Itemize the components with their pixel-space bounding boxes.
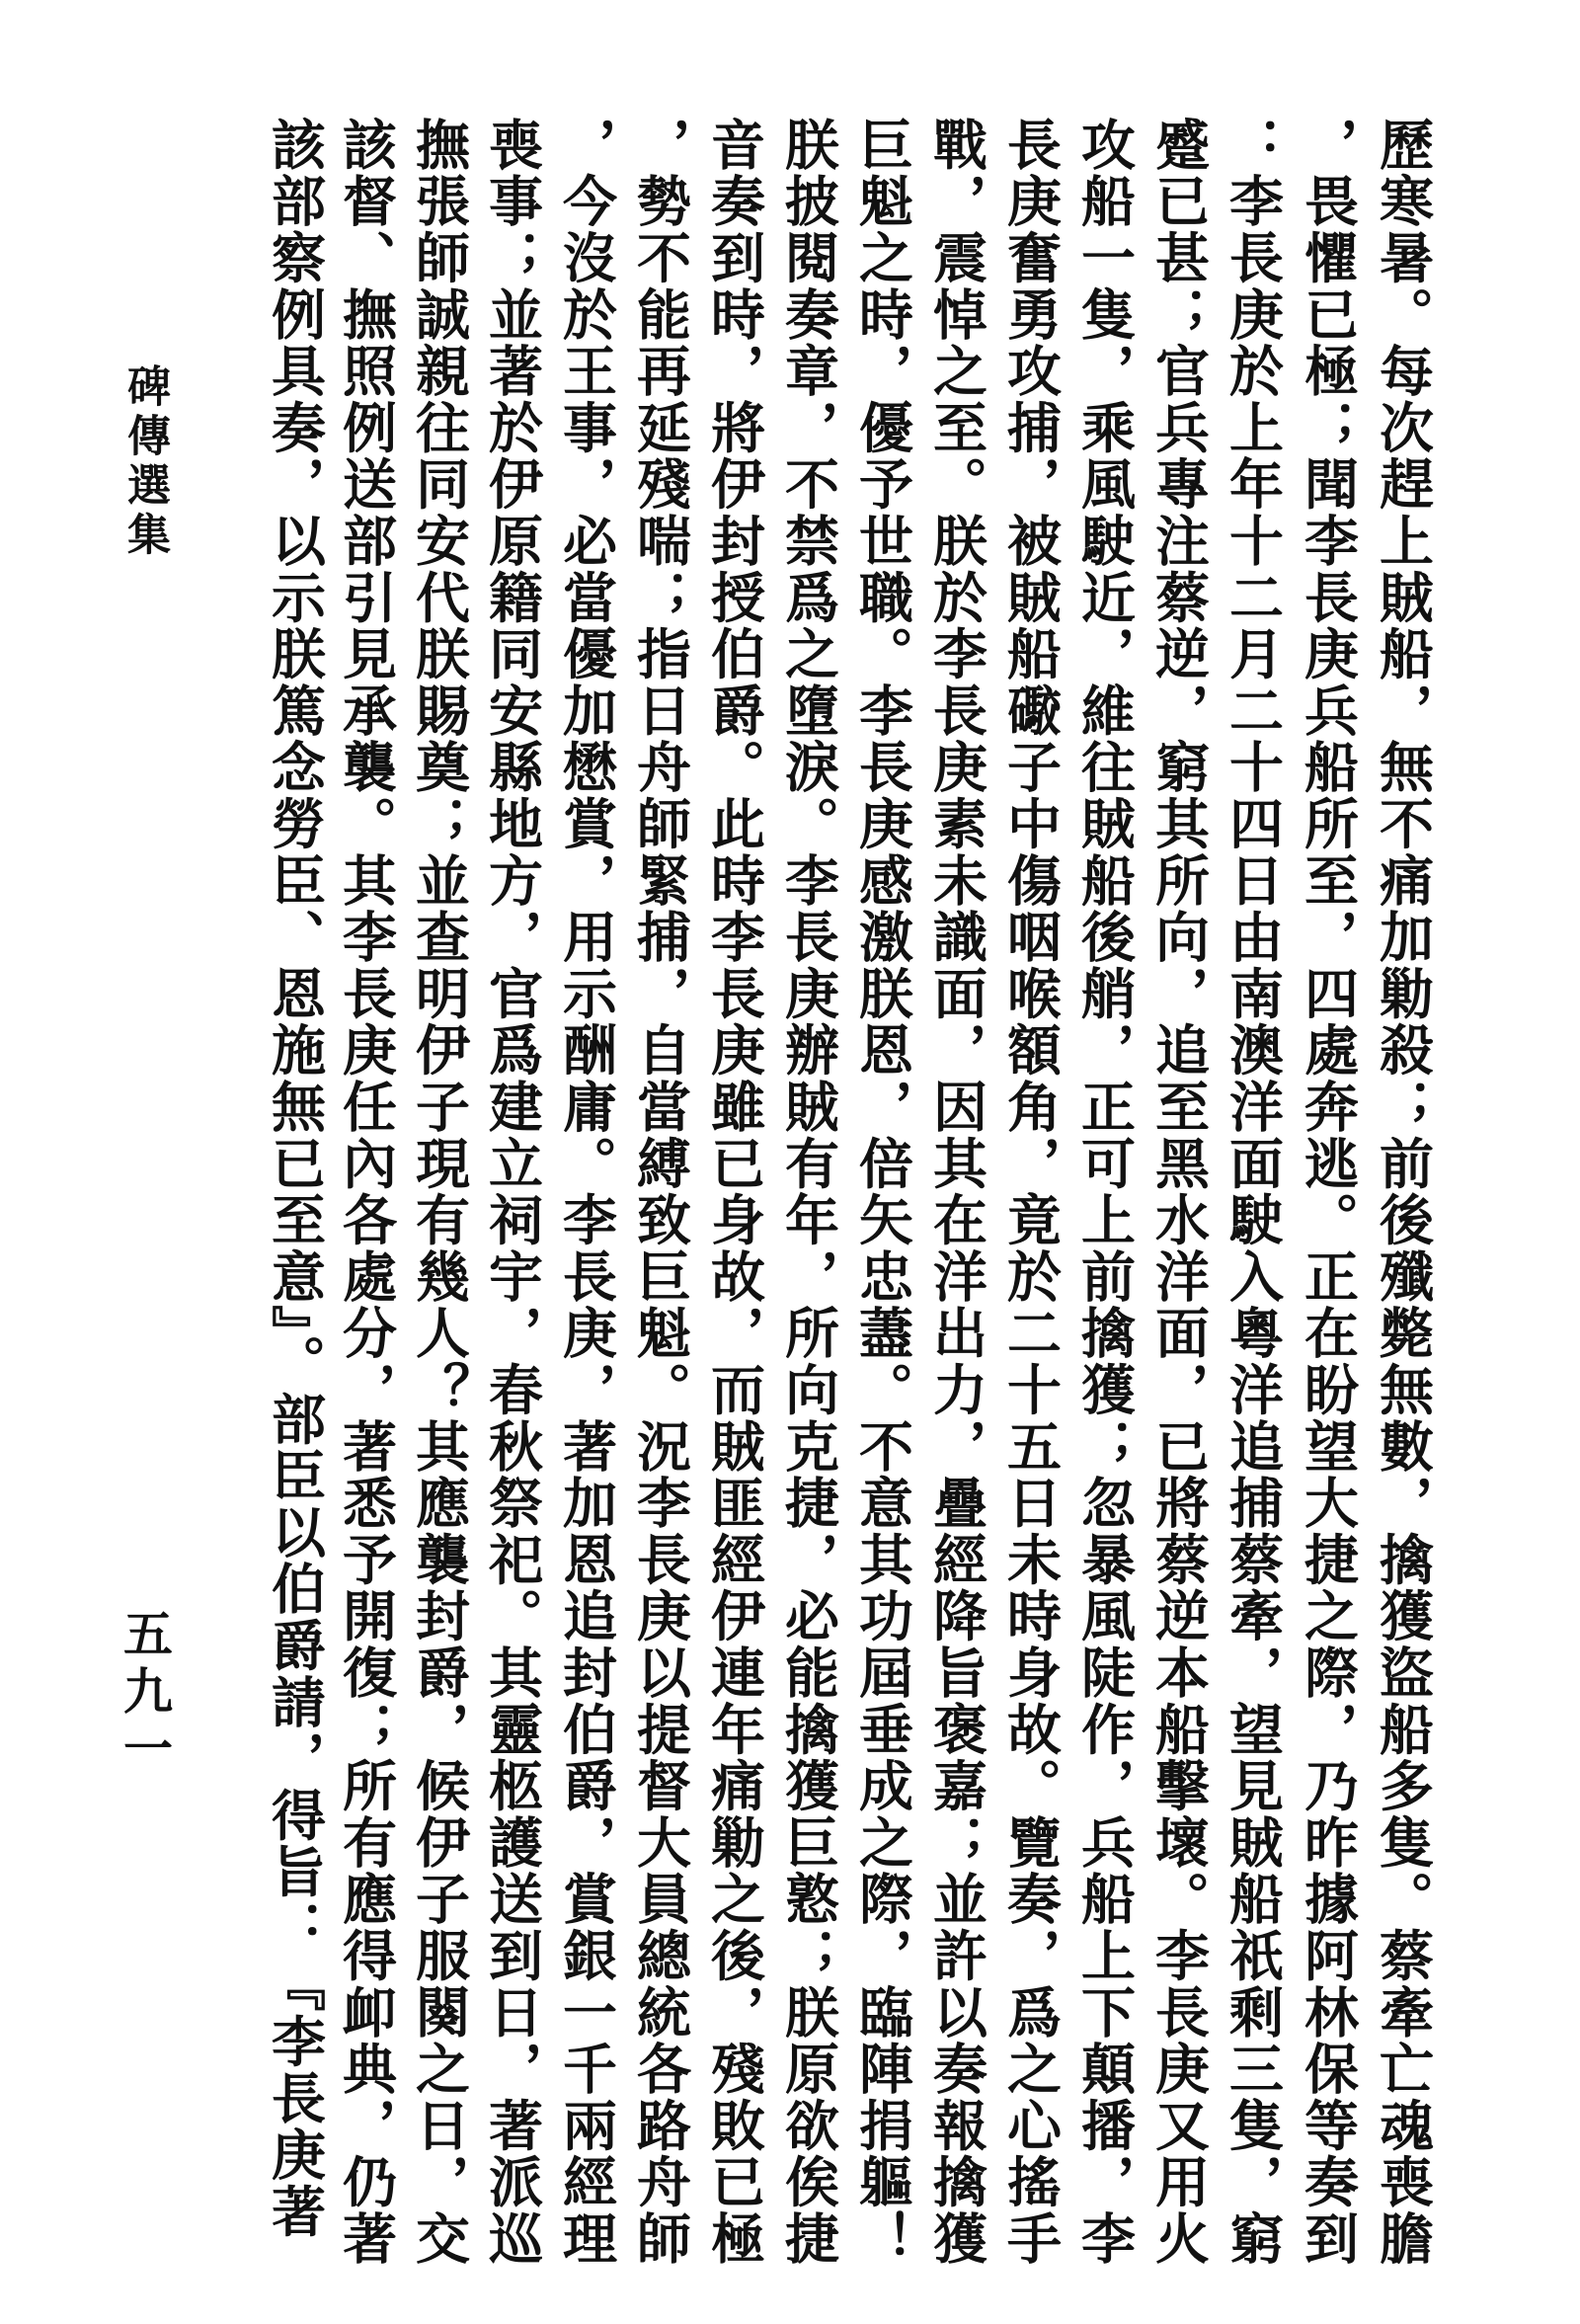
text-column-8: 巨魁之時，優予世職。李長庚感激朕恩，倍矢忠藎。不意其功屆垂成之際，臨陣捐軀！ [850, 117, 914, 2268]
text-column-2: ，畏懼已極；聞李長庚兵船所至，四處奔逃。正在盼望大捷之際，乃昨據阿林保等奏到 [1296, 117, 1360, 2268]
text-column-16: 該部察例具奏，以示朕篤念勞臣、恩施無已至意』。部臣以伯爵請，得旨：『李長庚著 [263, 117, 327, 2240]
text-column-7: 戰，震悼之至。朕於李長庚素未識面，因其在洋出力，疊經降旨褒嘉；並許以奏報擒獲 [924, 117, 988, 2268]
text-column-4: 蹙已甚；官兵專注蔡逆，窮其所向，追至黑水洋面，已將蔡逆本船擊壞。李長庚又用火 [1146, 117, 1211, 2268]
text-column-5: 攻船一隻，乘風駛近，維往賊船後艄，正可上前擒獲；忽暴風陡作，兵船上下顛播，李 [1072, 117, 1137, 2268]
text-column-15: 該督、撫照例送部引見承襲。其李長庚任內各處分，著悉予開復；所有應得卹典，仍著 [334, 117, 398, 2268]
text-column-14: 撫張師誠親往同安代朕賜奠；並查明伊子現有幾人？其應襲封爵，候伊子服闋之日，交 [407, 117, 471, 2268]
text-column-13: 喪事；並著於伊原籍同安縣地方，官爲建立祠宇，春秋祭祀。其靈柩護送到日，著派巡 [480, 117, 544, 2268]
running-header-title: 碑傳選集 [119, 363, 170, 561]
text-column-6: 長庚奮勇攻捕，被賊船礮子中傷咽喉額角，竟於二十五日未時身故。覽奏，爲之心搖手 [998, 117, 1063, 2268]
text-column-11: ，勢不能再延殘喘；指日舟師緊捕，自當縛致巨魁。況李長庚以提督大員總統各路舟師 [628, 117, 692, 2268]
text-column-10: 音奏到時，將伊封授伯爵。此時李長庚雖已身故，而賊匪經伊連年痛勦之後，殘敗已極 [702, 117, 766, 2268]
text-column-1: 歷寒暑。每次趕上賊船，無不痛加勦殺；前後殲斃無數，擒獲盜船多隻。蔡牽亡魂喪膽 [1371, 117, 1435, 2268]
page-number: 五九一 [116, 1608, 174, 1780]
text-column-12: ，今沒於王事，必當優加懋賞，用示酬庸。李長庚，著加恩追封伯爵，賞銀一千兩經理 [554, 117, 618, 2268]
text-column-3: ：李長庚於上年十二月二十四日由南澳洋面駛入粵洋追捕蔡牽，望見賊船祇剩三隻，窮 [1221, 117, 1285, 2268]
text-column-9: 朕披閱奏章，不禁爲之墮淚。李長庚辦賊有年，所向克捷，必能擒獲巨憝；朕原欲俟捷 [776, 117, 840, 2268]
